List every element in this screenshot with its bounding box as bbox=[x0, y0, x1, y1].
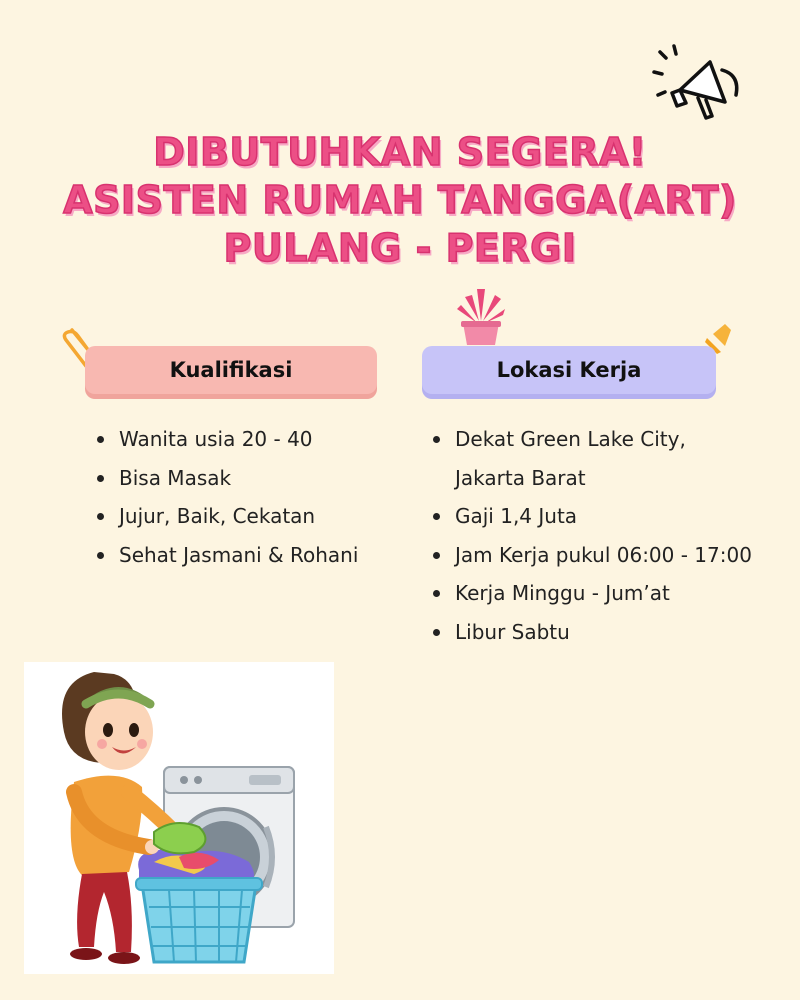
location-label bbox=[422, 346, 716, 394]
list-item: Jam Kerja pukul 06:00 - 17:00 bbox=[433, 536, 793, 575]
list-item: Wanita usia 20 - 40 bbox=[97, 420, 397, 459]
headline-line-1: DIBUTUHKAN SEGERA! bbox=[153, 130, 647, 174]
list-item: Jujur, Baik, Cekatan bbox=[97, 497, 397, 536]
headline-line-3: PULANG - PERGI bbox=[223, 226, 577, 270]
list-item: Sehat Jasmani & Rohani bbox=[97, 536, 397, 575]
location-title: Lokasi Kerja bbox=[496, 358, 642, 382]
qualifications-label bbox=[85, 346, 377, 394]
plant-icon bbox=[455, 285, 507, 347]
list-item-continuation: Jakarta Barat bbox=[455, 465, 586, 490]
list-item: Gaji 1,4 Juta bbox=[433, 497, 793, 536]
list-item: Dekat Green Lake City, bbox=[433, 420, 793, 459]
list-item: Kerja Minggu - Jum’at bbox=[433, 574, 793, 613]
qualifications-title: Kualifikasi bbox=[169, 358, 293, 382]
qualifications-list bbox=[97, 420, 397, 574]
laundry-basket bbox=[136, 846, 262, 962]
laundry-illustration bbox=[24, 662, 334, 974]
megaphone-icon bbox=[650, 40, 750, 130]
location-list bbox=[433, 420, 793, 651]
list-item: Bisa Masak bbox=[97, 459, 397, 498]
headline-line-2: ASISTEN RUMAH TANGGA(ART) bbox=[63, 178, 737, 222]
list-item: Libur Sabtu bbox=[433, 613, 793, 652]
headline bbox=[0, 128, 800, 272]
